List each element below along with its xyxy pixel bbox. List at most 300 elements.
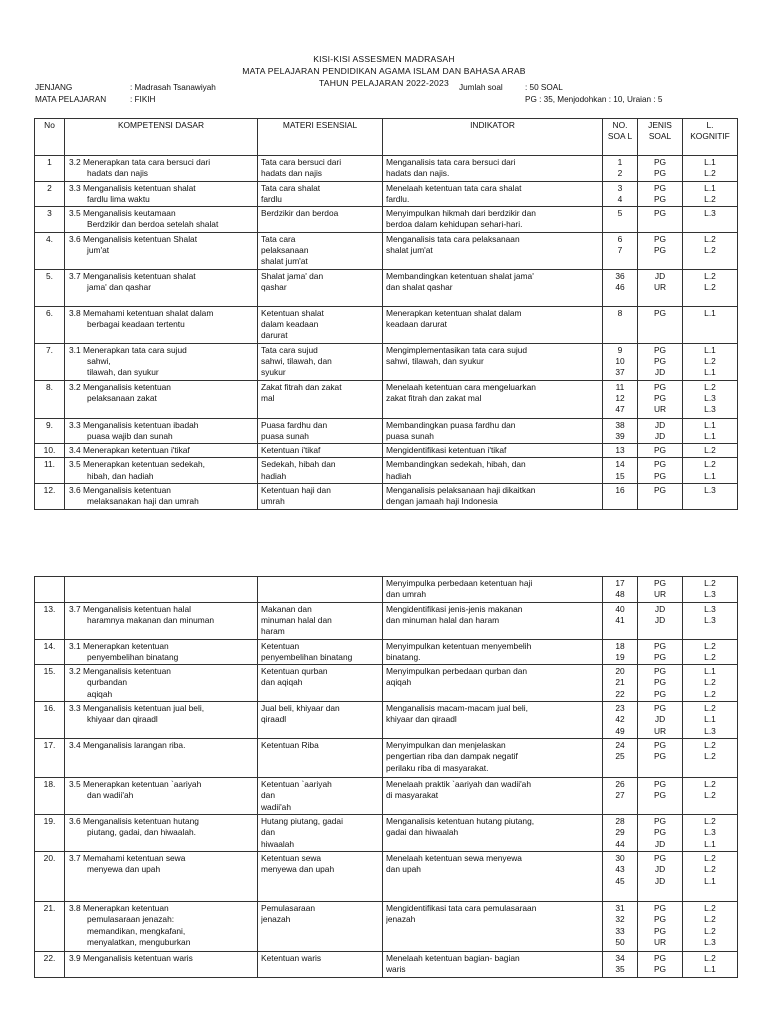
kompetensi-dasar-cell	[65, 639, 258, 665]
nomor-soal-line: 13	[615, 445, 625, 456]
indikator-line: Membandingkan ketentuan shalat jama'	[386, 270, 534, 281]
nomor-soal-cell	[603, 232, 638, 269]
kompetensi-dasar-line: 3.2 Menerapkan tata cara bersuci dari	[69, 157, 211, 167]
kompetensi-dasar-line: khiyaar dan qiraadl	[87, 714, 158, 725]
kompetensi-dasar-cell	[65, 815, 258, 852]
row-number: 8.	[35, 380, 65, 418]
kompetensi-dasar-cell	[65, 778, 258, 815]
indikator-line: Menyimpulka perbedaan ketentuan haji	[386, 578, 533, 588]
level-kognitif-cell	[683, 181, 738, 207]
nomor-soal-line: 7	[617, 245, 623, 256]
jenis-soal-cell	[638, 269, 683, 306]
nomor-soal-cell	[603, 577, 638, 603]
table-row	[35, 484, 738, 510]
jenis-soal-line: PG	[653, 953, 667, 964]
materi-esensial-line: Hutang piutang, gadai	[261, 816, 343, 827]
indikator-line: Menyimpulkan dan menjelaskan	[386, 740, 506, 751]
kompetensi-dasar-line: 3.7 Menganalisis ketentuan shalat	[69, 270, 196, 281]
jenis-soal-line: PG	[653, 381, 667, 392]
kompetensi-dasar-line: 3.7 Memahami ketentuan sewa	[69, 853, 186, 864]
nomor-soal-cell	[603, 207, 638, 233]
nomor-soal-line: 25	[615, 751, 625, 762]
nomor-soal-cell	[603, 665, 638, 702]
materi-esensial-line: darurat	[261, 330, 288, 341]
kompetensi-dasar-line: 3.6 Menganalisis ketentuan hutang	[69, 816, 199, 827]
jenis-soal-cell	[638, 602, 683, 639]
kompetensi-dasar-cell	[65, 181, 258, 207]
jenis-soal-cell	[638, 306, 683, 343]
nomor-soal-cell	[603, 458, 638, 484]
jenis-soal-line: JD	[654, 603, 666, 614]
row-number: 18.	[35, 778, 65, 815]
kompetensi-dasar-line: 3.5 Menerapkan ketentuan sedekah,	[69, 459, 205, 470]
nomor-soal-line: 29	[615, 827, 625, 838]
nomor-soal-line: 9	[617, 344, 623, 355]
materi-esensial-line: pelaksanaan	[261, 245, 309, 256]
kisi-table-2	[34, 576, 738, 978]
nomor-soal-line: 30	[615, 853, 625, 864]
nomor-soal-cell	[603, 269, 638, 306]
nomor-soal-line: 16	[615, 485, 625, 496]
kompetensi-dasar-line: 3.9 Menganalisis ketentuan waris	[69, 953, 193, 964]
kompetensi-dasar-line: jum'at	[87, 245, 110, 256]
jenis-soal-cell	[638, 181, 683, 207]
indikator-line: Menganalisis tata cara pelaksanaan	[386, 233, 520, 244]
indikator-line: shalat jum'at	[386, 245, 433, 256]
indikator-line: dengan jamaah haji Indonesia	[386, 496, 498, 507]
jenis-soal-cell	[638, 852, 683, 902]
col-indikator-header: INDIKATOR	[383, 119, 603, 156]
level-kognitif-line: L.2	[704, 445, 716, 456]
table-row	[35, 306, 738, 343]
materi-esensial-line: umrah	[261, 496, 285, 507]
indikator-line: Menerapkan ketentuan shalat dalam	[386, 307, 522, 318]
nomor-soal-line: 5	[617, 208, 623, 219]
jenis-soal-cell	[638, 343, 683, 380]
kompetensi-dasar-cell	[65, 577, 258, 603]
jenis-soal-cell	[638, 458, 683, 484]
nomor-soal-cell	[603, 815, 638, 852]
materi-esensial-line: Berdzikir dan berdoa	[261, 208, 339, 219]
indikator-line: Menyimpulkan hikmah dari berdzikir dan	[386, 208, 536, 219]
komposisi-soal: PG : 35, Menjodohkan : 10, Uraian : 5	[525, 95, 663, 104]
level-kognitif-cell	[683, 232, 738, 269]
indikator-line: Membandingkan puasa fardhu dan	[386, 419, 516, 430]
materi-esensial-line: Tata cara sujud	[261, 344, 318, 355]
materi-esensial-cell	[258, 207, 383, 233]
level-kognitif-line: L.3	[704, 937, 716, 948]
jenis-soal-line: PG	[653, 208, 667, 219]
nomor-soal-line: 14	[615, 459, 625, 470]
nomor-soal-line: 33	[615, 925, 625, 936]
nomor-soal-line: 1	[617, 157, 623, 167]
indikator-line: sahwi, tilawah, dan syukur	[386, 355, 484, 366]
level-kognitif-cell	[683, 207, 738, 233]
jenis-soal-cell	[638, 232, 683, 269]
jenis-soal-line: PG	[653, 677, 667, 688]
level-kognitif-line: L.1	[704, 367, 716, 378]
kompetensi-dasar-line: 3.1 Menerapkan tata cara sujud	[69, 344, 187, 355]
level-kognitif-line: L.1	[704, 714, 716, 725]
kompetensi-dasar-cell	[65, 902, 258, 952]
materi-esensial-cell	[258, 702, 383, 739]
indikator-cell	[383, 484, 603, 510]
col-no-header: No	[35, 119, 65, 156]
jenis-soal-line: JD	[654, 838, 666, 849]
kompetensi-dasar-line: melaksanakan haji dan umrah	[87, 496, 199, 507]
kompetensi-dasar-cell	[65, 484, 258, 510]
level-kognitif-line: L.2	[704, 864, 716, 875]
level-kognitif-line: L.3	[704, 392, 716, 403]
jenis-soal-line: PG	[653, 740, 667, 751]
jenis-soal-line: PG	[653, 233, 667, 244]
kompetensi-dasar-line: 3.5 Menganalisis keutamaan	[69, 208, 176, 219]
indikator-line: keadaan darurat	[386, 319, 447, 330]
indikator-line: Menelaah ketentuan bagian- bagian	[386, 953, 520, 964]
kompetensi-dasar-line: hadats dan najis	[87, 168, 148, 179]
materi-esensial-line: Tata cara	[261, 233, 296, 244]
nomor-soal-line: 41	[615, 614, 625, 625]
materi-esensial-cell	[258, 306, 383, 343]
level-kognitif-cell	[683, 665, 738, 702]
materi-esensial-line: Tata cara bersuci dari	[261, 157, 342, 167]
kompetensi-dasar-line: 3.6 Menganalisis ketentuan	[69, 485, 171, 496]
level-kognitif-line: L.2	[704, 925, 716, 936]
nomor-soal-line: 43	[615, 864, 625, 875]
materi-esensial-line: menyewa dan upah	[261, 864, 335, 875]
col-kompetensi-header: KOMPETENSI DASAR	[65, 119, 258, 156]
nomor-soal-line: 39	[615, 430, 625, 441]
kompetensi-dasar-line: puasa wajib dan sunah	[87, 430, 173, 441]
nomor-soal-cell	[603, 702, 638, 739]
row-number: 5.	[35, 269, 65, 306]
indikator-cell	[383, 739, 603, 778]
mapel-value: : FIKIH	[130, 95, 156, 104]
table-row	[35, 181, 738, 207]
jenis-soal-line: PG	[653, 344, 667, 355]
table-row	[35, 739, 738, 778]
level-kognitif-line: L.2	[704, 459, 716, 470]
kompetensi-dasar-cell	[65, 269, 258, 306]
col-nosoal-header: NO. SOA L	[603, 119, 638, 156]
row-number: 15.	[35, 665, 65, 702]
indikator-line: pengertian riba dan dampak negatif	[386, 751, 518, 762]
table-row	[35, 156, 738, 182]
materi-esensial-cell	[258, 577, 383, 603]
jenis-soal-line: PG	[653, 779, 667, 790]
nomor-soal-line: 22	[615, 688, 625, 699]
mapel-label: MATA PELAJARAN	[35, 95, 107, 104]
nomor-soal-cell	[603, 639, 638, 665]
jenis-soal-line: PG	[653, 688, 667, 699]
level-kognitif-cell	[683, 269, 738, 306]
indikator-line: fardlu.	[386, 193, 410, 204]
kompetensi-dasar-line: dan wadii'ah	[87, 790, 134, 801]
jenis-soal-line: PG	[653, 790, 667, 801]
materi-esensial-line: Ketentuan haji dan	[261, 485, 331, 496]
nomor-soal-line: 8	[617, 307, 623, 318]
level-kognitif-cell	[683, 418, 738, 444]
jenis-soal-line: PG	[653, 245, 667, 256]
materi-esensial-cell	[258, 232, 383, 269]
jenis-soal-line: PG	[653, 751, 667, 762]
col-jenis-header: JENIS SOAL	[638, 119, 683, 156]
jenis-soal-line: PG	[653, 157, 667, 167]
nomor-soal-line: 32	[615, 914, 625, 925]
level-kognitif-line: L.2	[704, 245, 716, 256]
indikator-line: gadai dan hiwaalah	[386, 827, 459, 838]
kompetensi-dasar-line: piutang, gadai, dan hiwaalah.	[87, 827, 196, 838]
indikator-line: khiyaar dan qiraadl	[386, 714, 457, 725]
indikator-cell	[383, 458, 603, 484]
kompetensi-dasar-cell	[65, 665, 258, 702]
level-kognitif-line: L.2	[704, 914, 716, 925]
nomor-soal-cell	[603, 181, 638, 207]
materi-esensial-line: Ketentuan waris	[261, 953, 322, 964]
materi-esensial-line: hadats dan najis	[261, 168, 322, 179]
table-row	[35, 778, 738, 815]
kompetensi-dasar-line: fardlu lima waktu	[87, 193, 150, 204]
jenis-soal-cell	[638, 778, 683, 815]
nomor-soal-line: 11	[615, 381, 625, 392]
materi-esensial-line: dan	[261, 827, 275, 838]
level-kognitif-line: L.1	[704, 419, 716, 430]
jenis-soal-line: PG	[653, 853, 667, 864]
jenis-soal-cell	[638, 665, 683, 702]
nomor-soal-cell	[603, 343, 638, 380]
materi-esensial-line: Shalat jama' dan	[261, 270, 324, 281]
kompetensi-dasar-line: 3.3 Menganalisis ketentuan jual beli,	[69, 703, 205, 714]
level-kognitif-line: L.3	[704, 208, 716, 219]
kompetensi-dasar-cell	[65, 602, 258, 639]
level-kognitif-line: L.2	[704, 168, 716, 179]
kompetensi-dasar-line: 3.4 Menerapkan ketentuan i'tikaf	[69, 445, 190, 456]
materi-esensial-line: Ketentuan shalat	[261, 307, 324, 318]
nomor-soal-line: 49	[615, 725, 625, 736]
jenis-soal-line: PG	[653, 193, 667, 204]
level-kognitif-cell	[683, 952, 738, 978]
nomor-soal-line: 45	[615, 875, 625, 886]
indikator-line: dan upah	[386, 864, 421, 875]
nomor-soal-cell	[603, 306, 638, 343]
table-row	[35, 602, 738, 639]
nomor-soal-line: 6	[617, 233, 623, 244]
indikator-line: Menyimpulkan ketentuan menyembelih	[386, 640, 532, 651]
nomor-soal-line: 28	[615, 816, 625, 827]
nomor-soal-line: 36	[615, 270, 625, 281]
jenis-soal-cell	[638, 902, 683, 952]
indikator-cell	[383, 778, 603, 815]
level-kognitif-line: L.2	[704, 651, 716, 662]
row-number: 1	[35, 156, 65, 182]
materi-esensial-cell	[258, 602, 383, 639]
indikator-line: dan umrah	[386, 589, 427, 600]
jenis-soal-line: UR	[653, 725, 667, 736]
level-kognitif-line: L.2	[704, 779, 716, 790]
col-kognitif-header: L. KOGNITIF	[683, 119, 738, 156]
kompetensi-dasar-cell	[65, 232, 258, 269]
level-kognitif-line: L.2	[704, 751, 716, 762]
level-kognitif-line: L.1	[704, 157, 716, 167]
indikator-cell	[383, 207, 603, 233]
nomor-soal-line: 42	[615, 714, 625, 725]
level-kognitif-line: L.3	[704, 614, 716, 625]
kompetensi-dasar-cell	[65, 852, 258, 902]
nomor-soal-line: 12	[615, 392, 625, 403]
level-kognitif-cell	[683, 639, 738, 665]
level-kognitif-cell	[683, 902, 738, 952]
jenis-soal-line: PG	[653, 355, 667, 366]
indikator-cell	[383, 181, 603, 207]
kompetensi-dasar-line: 3.3 Menganalisis ketentuan ibadah	[69, 419, 199, 430]
materi-esensial-line: Ketentuan `aariyah	[261, 779, 332, 790]
jenis-soal-line: JD	[654, 419, 666, 430]
indikator-line: berdoa dalam kehidupan sehari-hari.	[386, 219, 523, 230]
indikator-cell	[383, 602, 603, 639]
jenis-soal-line: JD	[654, 614, 666, 625]
nomor-soal-cell	[603, 484, 638, 510]
materi-esensial-cell	[258, 778, 383, 815]
table-row	[35, 343, 738, 380]
table-row	[35, 952, 738, 978]
level-kognitif-line: L.1	[704, 964, 716, 975]
level-kognitif-cell	[683, 444, 738, 458]
jenis-soal-cell	[638, 207, 683, 233]
nomor-soal-line: 2	[617, 168, 623, 179]
kompetensi-dasar-line: 3.6 Menganalisis ketentuan Shalat	[69, 233, 198, 244]
jenis-soal-line: PG	[653, 640, 667, 651]
jenis-soal-line: PG	[653, 578, 667, 588]
kompetensi-dasar-line: 3.4 Menganalisis larangan riba.	[69, 740, 186, 751]
nomor-soal-cell	[603, 852, 638, 902]
indikator-line: binatang.	[386, 651, 421, 662]
materi-esensial-cell	[258, 665, 383, 702]
row-number: 19.	[35, 815, 65, 852]
indikator-line: puasa sunah	[386, 430, 434, 441]
kompetensi-dasar-line: 3.5 Menerapkan ketentuan `aariyah	[69, 779, 202, 790]
row-number: 7.	[35, 343, 65, 380]
indikator-cell	[383, 902, 603, 952]
nomor-soal-line: 40	[615, 603, 625, 614]
table-row	[35, 665, 738, 702]
jenis-soal-line: UR	[653, 937, 667, 948]
nomor-soal-line: 38	[615, 419, 625, 430]
materi-esensial-line: Zakat fitrah dan zakat	[261, 381, 342, 392]
row-number: 16.	[35, 702, 65, 739]
kompetensi-dasar-line: menyewa dan upah	[87, 864, 161, 875]
kompetensi-dasar-line: memandikan, mengkafani,	[87, 925, 186, 936]
indikator-line: perilaku riba di masyarakat.	[386, 762, 489, 773]
indikator-line: Mengimplementasikan tata cara sujud	[386, 344, 528, 355]
level-kognitif-line: L.2	[704, 270, 716, 281]
kompetensi-dasar-line: pelaksanaan zakat	[87, 392, 157, 403]
indikator-line: hadats dan najis.	[386, 168, 450, 179]
indikator-line: Menganalisis pelaksanaan haji dikaitkan	[386, 485, 536, 496]
doc-title: KISI-KISI ASSESMEN MADRASAH	[313, 54, 455, 64]
kisi-table-1	[34, 118, 738, 510]
jenis-soal-line: JD	[654, 875, 666, 886]
jenis-soal-line: PG	[653, 903, 667, 914]
level-kognitif-line: L.1	[704, 307, 716, 318]
level-kognitif-cell	[683, 602, 738, 639]
materi-esensial-cell	[258, 269, 383, 306]
materi-esensial-cell	[258, 852, 383, 902]
indikator-line: Mengidentifikasi ketentuan i'tikaf	[386, 445, 507, 456]
nomor-soal-line: 17	[615, 578, 625, 588]
jenis-soal-cell	[638, 815, 683, 852]
nomor-soal-line: 34	[615, 953, 625, 964]
row-number: 10.	[35, 444, 65, 458]
level-kognitif-line: L.2	[704, 703, 716, 714]
nomor-soal-cell	[603, 380, 638, 418]
level-kognitif-line: L.2	[704, 640, 716, 651]
jenis-soal-line: UR	[653, 404, 667, 415]
nomor-soal-cell	[603, 156, 638, 182]
kompetensi-dasar-line: penyembelihan binatang	[87, 651, 179, 662]
jenis-soal-line: PG	[653, 816, 667, 827]
nomor-soal-line: 48	[615, 589, 625, 600]
jenis-soal-line: PG	[653, 459, 667, 470]
kompetensi-dasar-line: jama' dan qashar	[87, 282, 151, 293]
row-number: 21.	[35, 902, 65, 952]
kompetensi-dasar-line: 3.1 Menerapkan ketentuan	[69, 640, 169, 651]
nomor-soal-line: 37	[615, 367, 625, 378]
nomor-soal-line: 15	[615, 470, 625, 481]
level-kognitif-line: L.2	[704, 688, 716, 699]
materi-esensial-line: Ketentuan sewa	[261, 853, 322, 864]
nomor-soal-cell	[603, 418, 638, 444]
table-row	[35, 269, 738, 306]
jenis-soal-line: JD	[654, 367, 666, 378]
indikator-cell	[383, 702, 603, 739]
jumlah-soal-value: : 50 SOAL	[525, 83, 563, 92]
table-row	[35, 458, 738, 484]
row-number: 11.	[35, 458, 65, 484]
level-kognitif-line: L.3	[704, 485, 716, 496]
jenis-soal-line: PG	[653, 827, 667, 838]
nomor-soal-line: 50	[615, 937, 625, 948]
table-row	[35, 380, 738, 418]
jenis-soal-line: UR	[653, 589, 667, 600]
jenis-soal-cell	[638, 577, 683, 603]
level-kognitif-line: L.1	[704, 470, 716, 481]
indikator-line: Menelaah ketentuan sewa menyewa	[386, 853, 522, 864]
nomor-soal-line: 19	[615, 651, 625, 662]
level-kognitif-line: L.2	[704, 233, 716, 244]
level-kognitif-line: L.2	[704, 953, 716, 964]
kompetensi-dasar-cell	[65, 458, 258, 484]
jenjang-label: JENJANG	[35, 83, 73, 92]
materi-esensial-line: dan aqiqah	[261, 677, 303, 688]
row-number: 20.	[35, 852, 65, 902]
kompetensi-dasar-line: pemulasaraan jenazah:	[87, 914, 175, 925]
nomor-soal-line: 44	[615, 838, 625, 849]
table-row	[35, 902, 738, 952]
level-kognitif-line: L.3	[704, 603, 716, 614]
kompetensi-dasar-cell	[65, 444, 258, 458]
level-kognitif-line: L.1	[704, 875, 716, 886]
indikator-line: Mengidentifikasi tata cara pemulasaraan	[386, 903, 537, 914]
indikator-cell	[383, 815, 603, 852]
level-kognitif-line: L.1	[704, 344, 716, 355]
kompetensi-dasar-line: haramnya makanan dan minuman	[87, 614, 215, 625]
nomor-soal-cell	[603, 778, 638, 815]
indikator-line: Menelaah ketentuan cara mengeluarkan	[386, 381, 536, 392]
doc-year: TAHUN PELAJARAN 2022-2023	[319, 78, 449, 88]
row-number: 22.	[35, 952, 65, 978]
level-kognitif-cell	[683, 380, 738, 418]
materi-esensial-cell	[258, 380, 383, 418]
